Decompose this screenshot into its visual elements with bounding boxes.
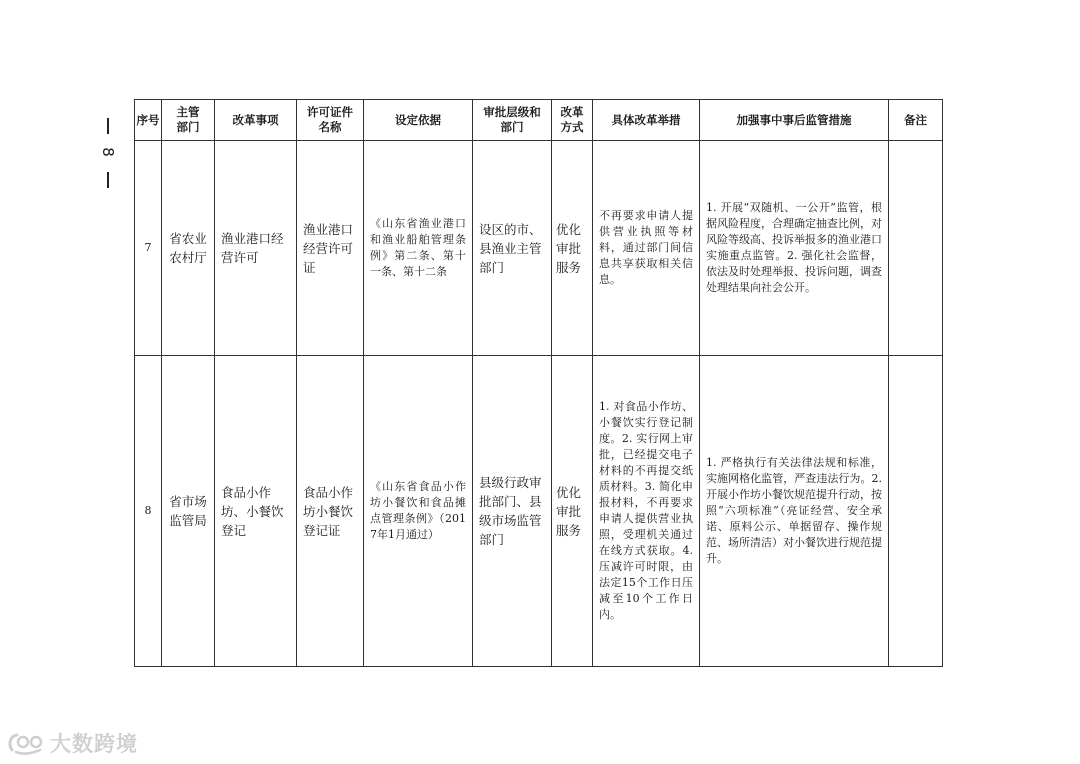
header-dept-text: 主管部门 xyxy=(176,105,200,134)
cell-supervision-text: 1. 严格执行有关法律法规和标准，实施网格化监管，严查违法行为。2. 开展小作坊小餐饮规范提升行动，按照“六项标准”（亮证经营、安全承诺、原料公示、单据留存、操作规范、场所清洁）对小餐饮进行规范提升。 xyxy=(706,456,882,565)
header-measures: 具体改革举措 xyxy=(593,100,700,141)
cell-item xyxy=(215,356,297,667)
cell-no-text: 8 xyxy=(144,504,152,517)
cell-method-text: 优化审批服务 xyxy=(556,484,582,538)
cell-basis-text: 《山东省食品小作坊小餐饮和食品摊点管理条例》（2017年1月通过） xyxy=(370,480,466,541)
cell-level xyxy=(473,141,552,356)
cell-item-text: 食品小作坊、小餐饮登记 xyxy=(221,484,284,538)
cell-dept xyxy=(162,141,215,356)
cell-no-text: 7 xyxy=(144,241,152,254)
cell-no xyxy=(135,356,162,667)
table-row xyxy=(135,356,943,667)
page-number-bar-top xyxy=(107,118,109,134)
cell-basis-text: 《山东省渔业港口和渔业船舶管理条例》第二条、第十一条、第十二条 xyxy=(370,217,466,278)
cell-dept xyxy=(162,356,215,667)
cell-basis xyxy=(364,141,473,356)
header-item: 改革事项 xyxy=(215,100,297,141)
cell-supervision xyxy=(700,141,889,356)
header-level-text: 审批层级和部门 xyxy=(483,105,541,134)
cell-measures xyxy=(593,356,700,667)
cell-measures-text: 1. 对食品小作坊、小餐饮实行登记制度。2. 实行网上审批，已经提交电子材料的不再提交纸质材料。3. 简化申报材料，不再要求申请人提供营业执照，受理机关通过在线方式获取。4. 压减许可时限，由法定15个工作日压减至10个工作日内。 xyxy=(599,400,693,621)
cell-remark xyxy=(889,141,943,356)
page-number: 8 xyxy=(99,147,117,157)
cell-item-text: 渔业港口经营许可 xyxy=(221,231,284,265)
cell-measures-text: 不再要求申请人提供营业执照等材料，通过部门间信息共享获取相关信息。 xyxy=(599,209,693,286)
cell-method xyxy=(552,356,593,667)
header-license-text: 许可证件名称 xyxy=(307,105,353,134)
header-method-text: 改革方式 xyxy=(560,105,584,134)
page-number-marker xyxy=(98,118,118,190)
header-remark: 备注 xyxy=(889,100,943,141)
cell-method xyxy=(552,141,593,356)
cell-license-text: 渔业港口经营许可证 xyxy=(303,221,354,275)
cell-supervision xyxy=(700,356,889,667)
cell-level-text: 县级行政审批部门、县级市场监管部门 xyxy=(479,475,542,547)
cell-license xyxy=(297,141,364,356)
watermark-logo-icon xyxy=(6,730,46,756)
cell-remark xyxy=(889,356,943,667)
header-dept xyxy=(162,100,215,141)
cell-level xyxy=(473,356,552,667)
table-row xyxy=(135,141,943,356)
header-no: 序号 xyxy=(135,100,162,141)
header-supervision: 加强事中事后监管措施 xyxy=(700,100,889,141)
cell-no xyxy=(135,141,162,356)
watermark-text: 大数跨境 xyxy=(50,732,138,756)
cell-license xyxy=(297,356,364,667)
cell-level-text: 设区的市、县渔业主管部门 xyxy=(479,221,542,275)
header-level xyxy=(473,100,552,141)
table-header-row xyxy=(135,100,943,141)
reform-table xyxy=(134,99,943,667)
cell-license-text: 食品小作坊小餐饮登记证 xyxy=(303,484,354,538)
header-method xyxy=(552,100,593,141)
cell-method-text: 优化审批服务 xyxy=(556,221,582,275)
page-number-bar-bottom xyxy=(107,172,109,188)
cell-dept-text: 省市场监管局 xyxy=(169,494,207,528)
cell-supervision-text: 1. 开展“双随机、一公开”监管，根据风险程度，合理确定抽查比例，对风险等级高、投诉举报多的渔业港口实施重点监管。2. 强化社会监督，依法及时处理举报、投诉问题，调查处理结果向社会公开。 xyxy=(706,201,882,294)
watermark xyxy=(6,726,138,760)
cell-measures xyxy=(593,141,700,356)
header-basis: 设定依据 xyxy=(364,100,473,141)
cell-dept-text: 省农业农村厅 xyxy=(169,231,207,265)
cell-item xyxy=(215,141,297,356)
header-license xyxy=(297,100,364,141)
cell-basis xyxy=(364,356,473,667)
